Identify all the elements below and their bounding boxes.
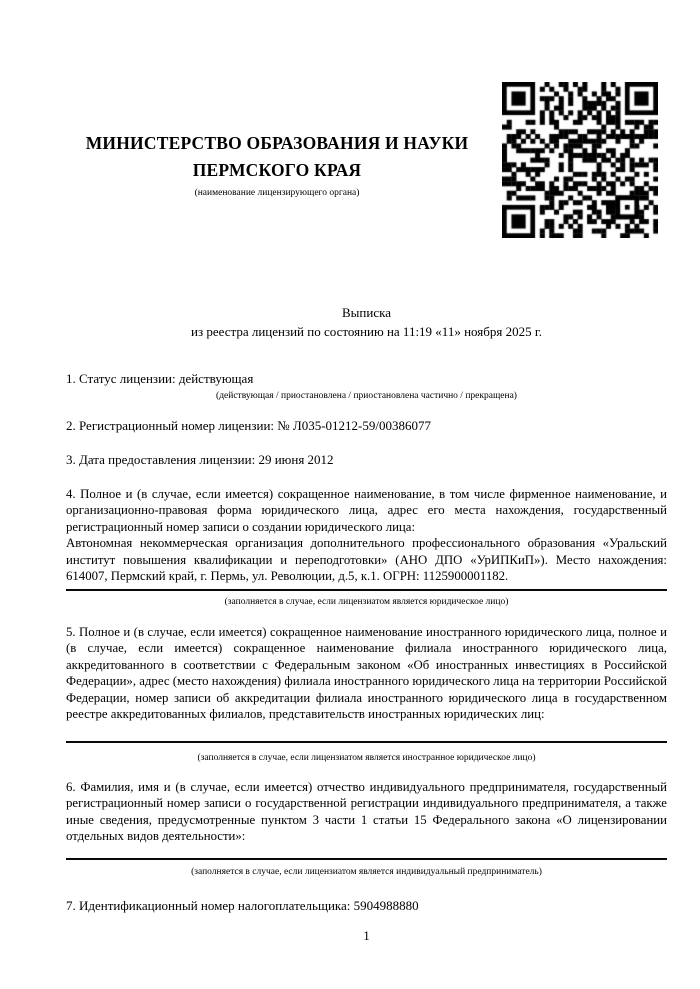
legal-entity-value: Автономная некоммерческая организация дополнительного профессионального образования «Уральский институт повышения квалификации и переподготовки» (АНО ДПО «УрИПКиП»). Место нахождения: 614007, Пермский край, г. Пермь, ул. Революции, д.5, к.1. ОГРН: 1125900001182. bbox=[66, 536, 667, 584]
legal-entity-section bbox=[66, 486, 667, 584]
foreign-entity-answer-line bbox=[66, 741, 667, 743]
title-line1: Выписка bbox=[342, 305, 391, 320]
foreign-entity-section: 5. Полное и (в случае, если имеется) сокращенное наименование иностранного юридического лица, полное и (в случае, если имеется) сокращенное наименование филиала иностранного юридического лица, аккредитованного в соответствии с Федеральным законом «Об иностранных инвестициях в Российской Федерации», адрес (место нахождения) филиала иностранного юридического лица на территории Российской Федерации, номер записи об аккредитации филиала иностранного юридического лица в государственном реестре аккредитованных филиалов, представительств иностранных юридических лиц: bbox=[66, 625, 667, 722]
ministry-name-line2: ПЕРМСКОГО КРАЯ bbox=[192, 160, 362, 180]
document-title bbox=[66, 303, 667, 341]
authority-caption: (наименование лицензирующего органа) bbox=[194, 188, 360, 198]
title-line2: из реестра лицензий по состоянию на 11:19 «11» ноября 2025 г. bbox=[191, 324, 542, 339]
legal-entity-caption: (заполняется в случае, если лицензиатом является юридическое лицо) bbox=[224, 597, 509, 607]
individual-entrepreneur-answer-line bbox=[66, 858, 667, 860]
page-number: 1 bbox=[363, 928, 370, 943]
individual-entrepreneur-section: 6. Фамилия, имя и (в случае, если имеется) отчество индивидуального предпринимателя, государственный регистрационный номер записи о государственной регистрации индивидуального предпринимателя, а также иные сведения, предусмотренные пунктом 3 части 1 статьи 15 Федерального закона «О лицензировании отдельных видов деятельности»: bbox=[66, 780, 667, 844]
foreign-entity-caption: (заполняется в случае, если лицензиатом является иностранное юридическое лицо) bbox=[197, 753, 536, 763]
licensing-authority-header bbox=[66, 130, 488, 199]
legal-entity-intro: 4. Полное и (в случае, если имеется) сокращенное наименование, в том числе фирменное наименование, и организационно-правовая форма юридического лица, адрес его места нахождения, государственный регистрационный номер записи о создании юридического лица: bbox=[66, 487, 667, 534]
legal-entity-answer-line bbox=[66, 589, 667, 591]
individual-entrepreneur-caption: (заполняется в случае, если лицензиатом является индивидуальный предприниматель) bbox=[191, 867, 542, 877]
qr-code-icon bbox=[502, 82, 658, 238]
license-status: 1. Статус лицензии: действующая bbox=[66, 371, 254, 386]
license-registration-number: 2. Регистрационный номер лицензии: № Л035-01212-59/00386077 bbox=[66, 418, 432, 433]
taxpayer-id: 7. Идентификационный номер налогоплательщика: 5904988880 bbox=[66, 898, 419, 913]
license-grant-date: 3. Дата предоставления лицензии: 29 июня 2012 bbox=[66, 452, 334, 467]
license-status-caption: (действующая / приостановлена / приостановлена частично / прекращена) bbox=[216, 391, 517, 401]
ministry-name-line1: МИНИСТЕРСТВО ОБРАЗОВАНИЯ И НАУКИ bbox=[85, 133, 469, 153]
